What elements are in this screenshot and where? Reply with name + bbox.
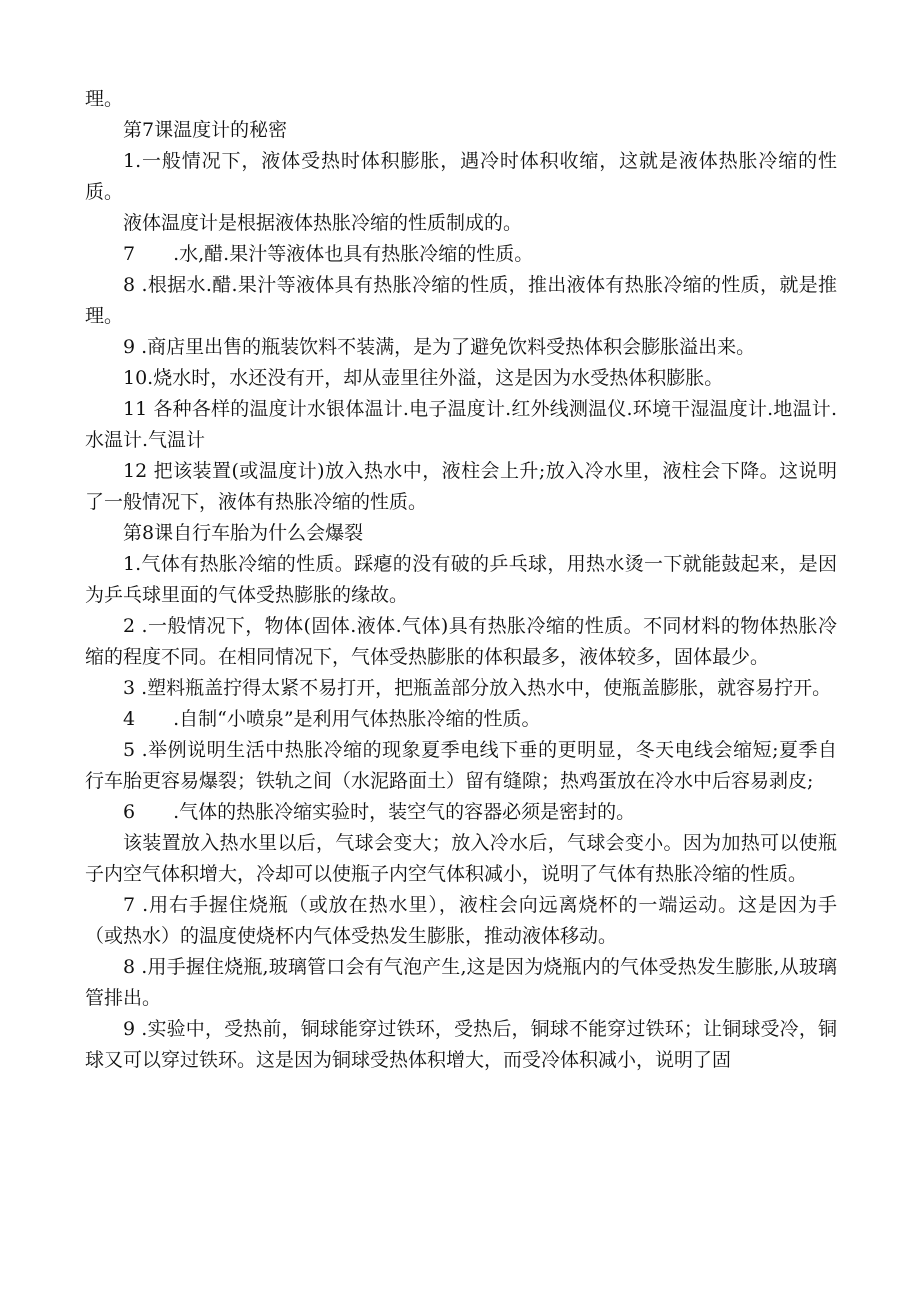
paragraph: 2 .一般情况下，物体(固体.液体.气体)具有热胀冷缩的性质。不同材料的物体热胀冷缩的程度不同。在相同情况下，气体受热膨胀的体积最多，液体较多，固体最少。 [85,615,837,668]
paragraph: 11 各种各样的温度计水银体温计.电子温度计.红外线测温仪.环境干湿温度计.地温计.水温计.气温计 [85,398,837,451]
paragraph: 7 .用右手握住烧瓶（或放在热水里），液柱会向远离烧杯的一端运动。这是因为手（或热水）的温度使烧杯内气体受热发生膨胀，推动液体移动。 [85,894,837,947]
paragraph: 1.一般情况下，液体受热时体积膨胀，遇冷时体积收缩，这就是液体热胀冷缩的性质。 [85,150,837,203]
paragraph: 液体温度计是根据液体热胀冷缩的性质制成的。 [123,212,523,234]
paragraph: 1.气体有热胀冷缩的性质。踩瘪的没有破的乒乓球，用热水烫一下就能鼓起来，是因为乒乓球里面的气体受热膨胀的缘故。 [85,553,837,606]
paragraph: 5 .举例说明生活中热胀冷缩的现象夏季电线下垂的更明显，冬天电线会缩短;夏季自行车胎更容易爆裂；铁轨之间（水泥路面土）留有缝隙；热鸡蛋放在冷水中后容易剥皮; [85,739,837,792]
paragraph-continuation: 理。 [85,88,124,110]
paragraph: 9 .实验中，受热前，铜球能穿过铁环，受热后，铜球不能穿过铁环；让铜球受冷，铜球又可以穿过铁环。这是因为铜球受热体积增大，而受冷体积减小，说明了固 [85,1018,837,1071]
paragraph: 7 .水,醋.果汁等液体也具有热胀冷缩的性质。 [123,243,534,265]
paragraph: 4 .自制“小喷泉”是利用气体热胀冷缩的性质。 [123,708,541,730]
lesson-7-heading: 第7课温度计的秘密 [123,119,288,141]
paragraph: 9 .商店里出售的瓶装饮料不装满，是为了避免饮料受热体积会膨胀溢出来。 [123,336,756,358]
paragraph: 8 .根据水.醋.果汁等液体具有热胀冷缩的性质，推出液体有热胀冷缩的性质，就是推理。 [85,274,837,327]
paragraph: 6 .气体的热胀冷缩实验时，装空气的容器必须是密封的。 [123,801,636,823]
document-page [85,84,837,1076]
paragraph: 12 把该装置(或温度计)放入热水中，液柱会上升;放入冷水里，液柱会下降。这说明了一般情况下，液体有热胀冷缩的性质。 [85,460,837,513]
paragraph: 3 .塑料瓶盖拧得太紧不易打开，把瓶盖部分放入热水中，使瓶盖膨胀，就容易拧开。 [123,677,832,699]
lesson-8-heading: 第8课自行车胎为什么会爆裂 [123,522,364,544]
paragraph: 该装置放入热水里以后，气球会变大；放入冷水后，气球会变小。因为加热可以使瓶子内空气体积增大，冷却可以使瓶子内空气体积减小，说明了气体有热胀冷缩的性质。 [85,832,837,885]
paragraph: 10.烧水时，水还没有开，却从壶里往外溢，这是因为水受热体积膨胀。 [123,367,724,389]
paragraph: 8 .用手握住烧瓶,玻璃管口会有气泡产生,这是因为烧瓶内的气体受热发生膨胀,从玻璃管排出。 [85,956,837,1009]
